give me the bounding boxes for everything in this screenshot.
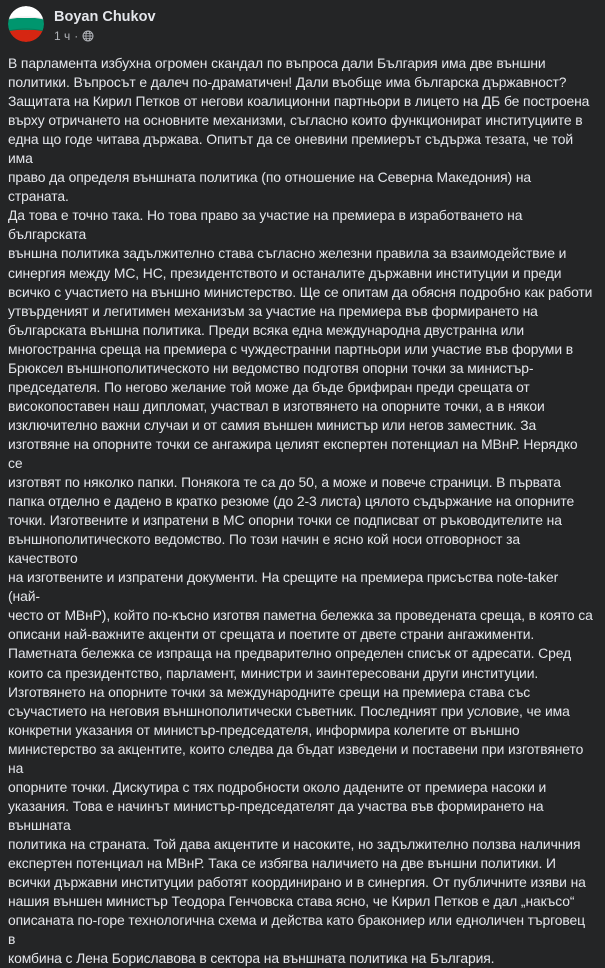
post-header (8, 6, 597, 46)
avatar-flag-graphic (8, 6, 44, 42)
post-meta (54, 29, 94, 43)
author-name[interactable]: Boyan Chukov (54, 9, 156, 25)
post-body-text: В парламента избухна огромен скандал по въпроса дали България има две външни политики. Въпросът е далеч по-драматичен! Дали въобще има българска държавност? Защитата на Кирил Петков от негови коалиционни партньори в лицето на ДБ бе построена върху отричането на основните механизми, съгласно които функционират институциите в една що годе читава държава. Опитът да се оневини премиерът съдържа тезата, че той има право да определя външната политика (по отношение на Северна Македония) на страната. Да това е точно така. Но това право за участие на премиера в изработването на българската външна политика задължително става съгласно железни правила за взаимодействие и синергия между МС, НС, президентството и останалите държавни институции и преди всичко с участието на външно министерство. Ще се опитам да обясня подробно как работи утвърденият и легитимен механизъм за участие на премиера във формирането на българската външна политика. Преди всяка една международна двустранна или многостранна среща на премиера с чуждестранни партньори или участие във форуми в Брюксел външнополитическото ни ведомство подготвя опорни точки за министър- председателя. По негово желание той може да бъде брифиран преди срещата от високопоставен наш дипломат, участвал в изготвянето на опорните точки, а в някои изключително важни случаи и от самия външен министър или негов заместник. За изготвяне на опорните точки се ангажира целият експертен потенциал на МВнР. Нерядко се изготвят по няколко папки. Понякога те са до 50, а може и повече страници. В първата папка отделно е дадено в кратко резюме (до 2-3 листа) цялото съдържание на опорните точки. Изготвените и изпратени в МС опорни точки се подписват от ръководителите на външнополитическото ведомство. По този начин е ясно кой носи отговорност за качеството на изготвените и изпратени документи. На срещите на премиера присъства note-taker (най- често от МВнР), който по-късно изготвя паметна бележка за проведената среща, в която са описани най-важните акценти от срещата и поетите от двете страни ангажименти. Паметната бележка се изпраща на предварително определен списък от адресати. Сред които са президентство, парламент, министри и заинтересовани други институции. Изготвянето на опорните точки за международните срещи на премиера става със съучастието на неговия външнополитически съветник. Последният при условие, че има конкретни указания от министър-председателя, информира колегите от външно министерство за акцентите, които следва да бъдат изведени и поставени при изготвянето на опорните точки. Дискутира с тях подробности около дадените от премиера насоки и указания. Това е начинът министър-председателят да участва във формирането на външната политика на страната. Той дава акцентите и насоките, но задължително ползва наличния експертен потенциал на МВнР. Така се избягва наличието на две външни политики. И всички държавни институции работят координирано и в синергия. От публичните изяви на нашия външен министър Теодора Генчовска става ясно, че Кирил Петков е дал „накъсо“ описаната по-горе технологична схема и действа като бракониер или едноличен търговец в комбина с Лена Бориславова в сектора на външната политика на България. (8, 55, 593, 967)
post-timestamp[interactable]: 1 ч (54, 29, 71, 43)
meta-separator: · (74, 29, 79, 43)
globe-icon[interactable] (82, 30, 94, 42)
bulgarian-flag-avatar-icon[interactable] (8, 6, 44, 42)
